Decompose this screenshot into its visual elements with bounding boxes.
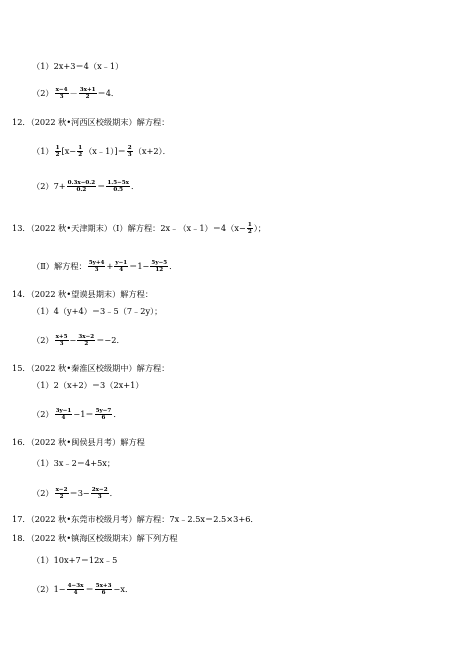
part-label: （Ⅱ）解方程： [32, 261, 87, 272]
equation-text: （1）3x﹣2＝4+5x； [32, 458, 116, 468]
equation-text: （1）10x+7＝12x﹣5 [32, 555, 118, 565]
equation-text: （x﹣1）]＝ [84, 146, 126, 157]
denominator: 4 [73, 590, 78, 597]
fraction [55, 145, 61, 159]
numerator: 1 [55, 145, 60, 151]
fraction [55, 408, 73, 422]
denominator: 2 [78, 152, 83, 159]
denominator: 2 [55, 152, 60, 159]
equation-text: （1）2x+3＝4（x﹣1） [32, 61, 124, 71]
part-label: （2） [32, 488, 54, 499]
part-label: （2） [32, 88, 54, 99]
denominator: 4 [61, 415, 66, 422]
problem-15-part-1 [32, 380, 144, 391]
numerator: x−2 [55, 487, 68, 493]
fraction [67, 180, 97, 194]
fraction [95, 408, 113, 422]
equation-text: （1）2（x+2）＝3（2x+1） [32, 380, 144, 390]
denominator: 6 [101, 415, 106, 422]
numerator: 4−3x [67, 583, 84, 589]
fraction [95, 583, 113, 597]
problem-12-heading [12, 117, 169, 128]
fraction [106, 180, 130, 194]
fraction [77, 334, 95, 348]
operator: － [69, 88, 78, 99]
numerator: 3x+1 [79, 87, 96, 93]
numerator: x−4 [55, 87, 68, 93]
operator: ＝ [85, 584, 94, 595]
problem-16-part-1 [32, 458, 115, 469]
denominator: 0.5 [113, 187, 124, 194]
operator: − [69, 335, 77, 346]
problem-17 [12, 514, 259, 525]
question-heading: 12．（2022 秋•河西区校级期末）解方程： [12, 117, 170, 127]
problem-18-part-2 [32, 583, 133, 597]
equation-tail: （x+2）． [133, 146, 171, 157]
equation-tail: ． [169, 261, 178, 272]
denominator: 3 [97, 494, 102, 501]
denominator: 2 [85, 94, 90, 101]
numerator: 5x+3 [95, 583, 112, 589]
problem-16-heading [12, 437, 145, 448]
operator: ＝ [97, 181, 106, 192]
equation-tail: ）； [253, 223, 266, 234]
problem-11-part-1 [32, 61, 123, 72]
operator: −1＝ [73, 409, 94, 420]
equation-tail: ＝−2． [96, 335, 125, 346]
numerator: 3y−1 [55, 408, 72, 414]
equation-tail: ＝4． [97, 88, 120, 99]
denominator: 0.2 [76, 187, 87, 194]
problem-11-part-2 [32, 87, 119, 101]
fraction [55, 487, 69, 501]
fraction [247, 222, 253, 236]
fraction [79, 87, 97, 101]
problem-13-part-2 [32, 260, 177, 274]
equation-tail: ． [109, 488, 118, 499]
question-heading: 15．（2022 秋•秦淮区校级期中）解方程： [12, 363, 170, 373]
numerator: y−1 [115, 260, 128, 266]
operator: + [106, 261, 114, 272]
question-heading: 13．（2022 秋•天津期末）（Ⅰ）解方程：2x﹣（x﹣1）＝4（x− [12, 223, 246, 234]
part-label: （2）7+ [32, 181, 66, 192]
numerator: 2 [127, 145, 132, 151]
numerator: 2x−2 [91, 487, 108, 493]
denominator: 3 [94, 267, 99, 274]
numerator: 5y+4 [88, 260, 105, 266]
denominator: 6 [101, 590, 106, 597]
fraction [77, 145, 83, 159]
question-heading: 16．（2022 秋•闽侯县月考）解方程 [12, 437, 145, 447]
denominator: 2 [59, 494, 64, 501]
fraction [67, 583, 85, 597]
question-heading: 14．（2022 秋•望谟县期末）解方程： [12, 289, 154, 299]
problem-14-part-2 [32, 334, 125, 348]
equation-tail: −x． [113, 584, 134, 595]
numerator: 0.3x−0.2 [67, 180, 96, 186]
problem-12-part-2 [32, 180, 139, 194]
problem-13-heading [12, 222, 266, 236]
denominator: 3 [127, 152, 132, 159]
question-heading: 17．（2022 秋•东莞市校级月考）解方程：7x﹣2.5x＝2.5×3+6． [12, 514, 259, 524]
part-label: （2）1− [32, 584, 66, 595]
equation-text: （1）4（y+4）＝3﹣5（7﹣2y）； [32, 306, 163, 316]
fraction [114, 260, 128, 274]
problem-18-heading [12, 533, 178, 544]
operator: ＝3− [69, 488, 90, 499]
numerator: 5y−5 [151, 260, 168, 266]
denominator: 3 [59, 341, 64, 348]
part-label: （2） [32, 409, 54, 420]
problem-16-part-2 [32, 487, 118, 501]
problem-15-part-2 [32, 408, 122, 422]
denominator: 4 [119, 267, 124, 274]
numerator: x+5 [55, 334, 68, 340]
numerator: 1 [247, 222, 252, 228]
denominator: 2 [247, 229, 252, 236]
problem-15-heading [12, 363, 169, 374]
operator: ＝1− [129, 261, 150, 272]
denominator: 12 [155, 267, 164, 274]
numerator: 5y−7 [95, 408, 112, 414]
question-heading: 18．（2022 秋•镇海区校级期末）解下列方程 [12, 533, 178, 543]
denominator: 2 [84, 341, 89, 348]
numerator: 1 [78, 145, 83, 151]
fraction [150, 260, 168, 274]
fraction [127, 145, 133, 159]
equation-text: [x− [61, 146, 77, 157]
part-label: （2） [32, 335, 54, 346]
numerator: 1.5−5x [107, 180, 130, 186]
numerator: 3x−2 [78, 334, 95, 340]
problem-14-part-1 [32, 306, 162, 317]
problem-14-heading [12, 289, 153, 300]
problem-18-part-1 [32, 555, 117, 566]
fraction [55, 334, 69, 348]
equation-tail: ． [131, 181, 140, 192]
equation-tail: ． [113, 409, 122, 420]
fraction [88, 260, 106, 274]
denominator: 3 [59, 94, 64, 101]
fraction [55, 87, 69, 101]
part-label: （1） [32, 146, 54, 157]
problem-12-part-1 [32, 145, 171, 159]
fraction [91, 487, 109, 501]
